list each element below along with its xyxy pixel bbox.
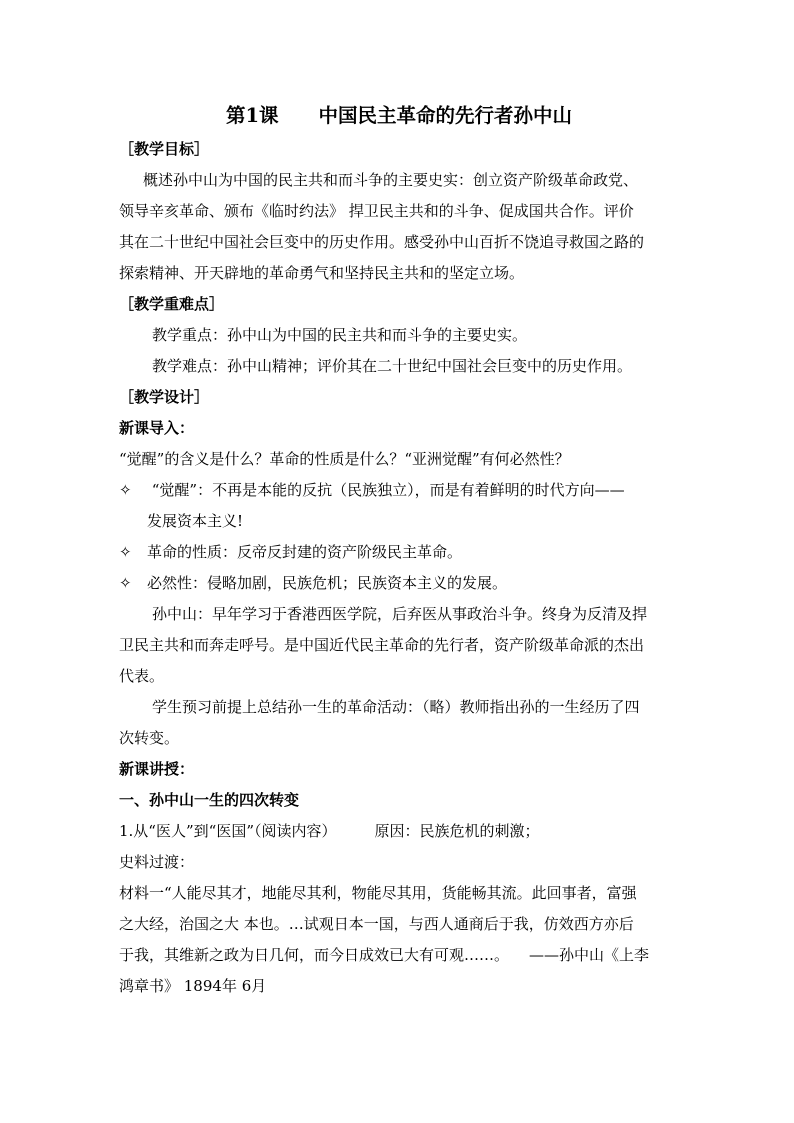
- material1-line-2: 之大经，治国之大 本也。…试观日本一国，与西人通商后于我，仿效西方亦后: [119, 915, 634, 933]
- item-1-reason: 原因：民族危机的刺激；: [374, 822, 540, 840]
- material1-text-3: 于我，其维新之政为日几何，而今日成效已大有可观……。: [119, 946, 510, 964]
- objectives-line-4: 探索精神、开天辟地的革命勇气和坚持民主共和的坚定立场。: [119, 264, 525, 282]
- objectives-heading: ［教学目标］: [119, 140, 210, 158]
- sun-para-line-1: 孙中山：早年学习于香港西医学院，后弃医从事政治斗争。终身为反清及捍: [152, 605, 648, 623]
- objectives-line-3: 其在二十世纪中国社会巨变中的历史作用。感受孙中山百折不饶追寻救国之路的: [119, 233, 645, 251]
- sun-para-line-3: 代表。: [119, 667, 165, 685]
- material1-source-line-2: 鸿章书》 1894年 6月: [119, 977, 267, 995]
- bullet-item-2: [119, 537, 679, 568]
- document-page: [119, 98, 679, 1002]
- material1-line-3: [119, 940, 679, 971]
- keypoints-heading: ［教学重难点］: [119, 295, 225, 313]
- objectives-line-2: 领导辛亥革命、颁布《临时约法》 捍卫民主共和的斗争、促成国共合作。评价: [119, 202, 634, 220]
- keypoint-text: 教学重点：孙中山为中国的民主共和而斗争的主要史实。: [152, 326, 528, 344]
- diamond-bullet-icon: ✧: [119, 574, 132, 592]
- bullet-item-3: [119, 568, 679, 599]
- bullet-1-text: “觉醒”：不再是本能的反抗（民族独立），而是有着鲜明的时代方向——: [147, 481, 625, 499]
- objectives-line-1: 概述孙中山为中国的民主共和而斗争的主要史实：创立资产阶级革命政党、: [143, 171, 639, 189]
- item-1: [119, 816, 679, 847]
- student-para-line-1: 学生预习前提上总结孙一生的革命活动：（略）教师指出孙的一生经历了四: [152, 698, 640, 716]
- bullet-item-1: [119, 475, 679, 506]
- lesson-name: 中国民主革命的先行者孙中山: [318, 104, 573, 127]
- difficulty-text: 教学难点：孙中山精神；评价其在二十世纪中国社会巨变中的历史作用。: [152, 357, 633, 375]
- intro-question: “觉醒”的含义是什么？革命的性质是什么？“亚洲觉醒”有何必然性？: [119, 450, 570, 468]
- diamond-bullet-icon: ✧: [119, 481, 132, 499]
- sun-para-line-2: 卫民主共和而奔走呼号。是中国近代民主革命的先行者，资产阶级革命派的杰出: [119, 636, 645, 654]
- transition-label: 史料过渡：: [119, 853, 195, 871]
- lesson-number: 第1课: [225, 104, 279, 127]
- bullet-2-text: 革命的性质：反帝反封建的资产阶级民主革命。: [147, 543, 463, 561]
- page-title: [119, 98, 679, 134]
- diamond-bullet-icon: ✧: [119, 543, 132, 561]
- material1-line-1: 材料一“人能尽其才，地能尽其利，物能尽其用，货能畅其流。此回事者，富强: [119, 884, 637, 902]
- design-heading: ［教学设计］: [119, 388, 210, 406]
- item-1-title: 1.从“医人”到“医国”（阅读内容）: [119, 822, 337, 840]
- material1-source: ——孙中山《上李: [529, 946, 650, 964]
- intro-heading: 新课导入：: [119, 419, 195, 437]
- bullet-1-continuation: 发展资本主义!: [147, 512, 244, 530]
- student-para-line-2: 次转变。: [119, 729, 180, 747]
- lecture-heading: 新课讲授：: [119, 760, 195, 778]
- part1-heading: 一、孙中山一生的四次转变: [119, 791, 300, 809]
- bullet-3-text: 必然性：侵略加剧，民族危机；民族资本主义的发展。: [147, 574, 508, 592]
